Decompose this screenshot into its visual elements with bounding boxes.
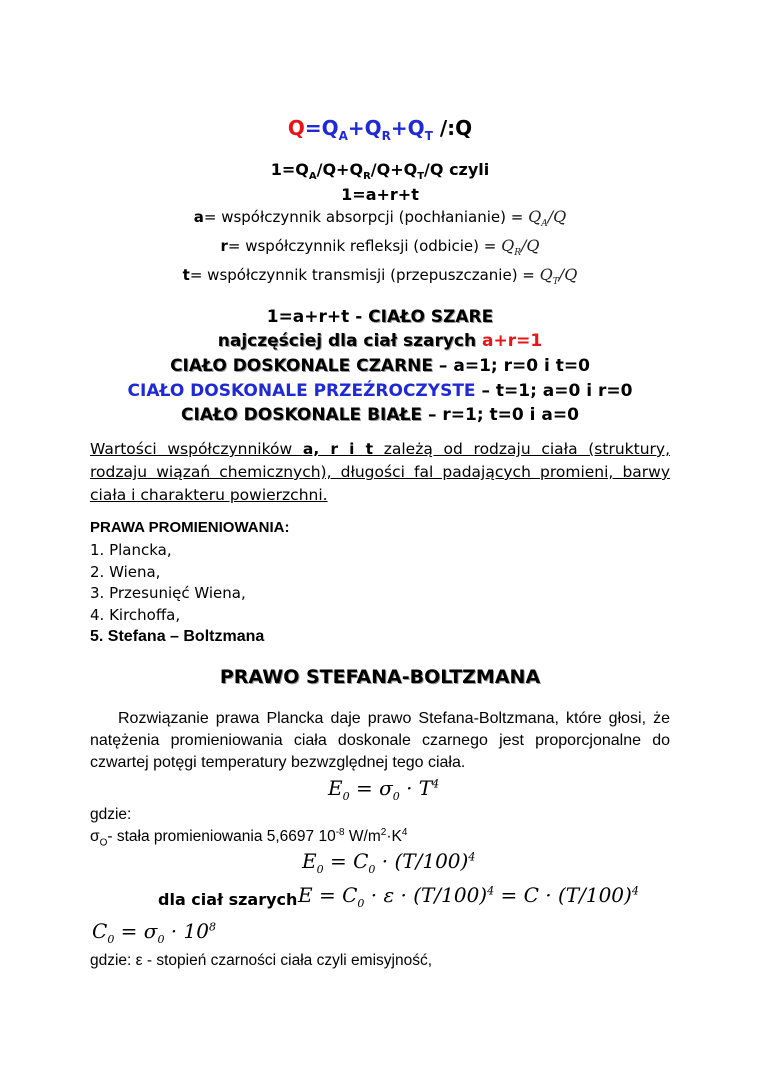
laws-title: PRAWA PROMIENIOWANIA:	[90, 519, 290, 536]
black-body-name: CIAŁO DOSKONALE CZARNE	[170, 356, 434, 376]
grey-body-name: CIAŁO SZARE	[368, 307, 494, 327]
formula-e0-c0: $E_0 = C_0 \cdot (T/100)^4$	[302, 849, 476, 876]
transparent-body-line: CIAŁO DOSKONALE PRZEŹROCZYSTE – t=1; a=0 i r=0	[127, 381, 633, 401]
q-components: $=Q_A+Q_R+Q_T$	[304, 116, 433, 143]
white-body-line: CIAŁO DOSKONALE BIAŁE – r=1; t=0 i a=0	[181, 405, 579, 425]
stefan-boltzmann-paragraph: Rozwiązanie prawa Plancka daje prawo Stefana-Boltzmana, które głosi, że natężenia promieniowania ciała doskonale czarnego jest proporcjonalne do czwartej potęgi temperatury bezwzględnej tego ciała.	[90, 710, 670, 771]
list-item: 1. Plancka,	[90, 541, 172, 559]
laws-list	[90, 540, 264, 648]
q-symbol: Q	[287, 116, 305, 140]
list-item: 4. Kirchoffa,	[90, 605, 181, 624]
list-item: 5. Stefana – Boltzmana	[90, 628, 265, 645]
formula-e0-sigma: $E_0 = \sigma_0 \cdot T^4$	[328, 776, 440, 803]
grey-body-often: najczęściej dla ciał szarych a+r=1	[217, 331, 543, 351]
ratio-equation: $1=Q_A/Q+Q_R/Q+Q_T/Q$ czyli	[270, 160, 490, 183]
transparent-body-name: CIAŁO DOSKONALE PRZEŹROCZYSTE	[127, 381, 476, 401]
energy-balance-equation	[0, 116, 760, 143]
sigma-definition: $\sigma_O-$ stała promieniowania 5,6697 $10^{-8}$ $W/m^2\cdot K^4$	[90, 827, 408, 849]
list-item: 2. Wiena,	[90, 562, 161, 581]
list-item: 3. Przesunięć Wiena,	[90, 584, 246, 602]
black-body-line: CIAŁO DOSKONALE CZARNE – a=1; r=0 i t=0	[170, 356, 590, 376]
divide-by-q: /:Q	[432, 116, 473, 140]
grey-body-label: dla ciał szarych	[158, 890, 298, 909]
dependency-paragraph: Wartości współczynników a, r i t zależą od rodzaju ciała (struktury, rodzaju wiązań chemicznych), długości fal padających promieni, barwy ciała i charakteru powierzchni.	[90, 440, 670, 504]
formula-grey-body: $E = C_0 \cdot \varepsilon \cdot (T/100)^4 = C \cdot (T/100)^4$	[298, 883, 639, 910]
section-heading: PRAWO STEFANA-BOLTZMANA	[219, 666, 541, 688]
epsilon-definition: gdzie: ε - stopień czarności ciała czyli emisyjność,	[90, 952, 433, 969]
where-label: gdzie:	[90, 806, 132, 823]
grey-body-line: 1=a+r+t - CIAŁO SZARE	[266, 307, 494, 327]
coefficient-reflection: r= współczynnik refleksji (odbicie) = $Q_R/Q$	[220, 236, 540, 259]
coefficient-absorption: a= współczynnik absorpcji (pochłanianie) = $Q_A/Q$	[193, 207, 567, 230]
white-body-name: CIAŁO DOSKONALE BIAŁE	[181, 405, 423, 425]
sum-equation: 1=a+r+t	[341, 185, 419, 204]
formula-c0: $C_0 = \sigma_0 \cdot 10^8$	[92, 919, 216, 946]
coefficient-transmission: t= współczynnik transmisji (przepuszczanie) = $Q_T/Q$	[182, 265, 578, 288]
